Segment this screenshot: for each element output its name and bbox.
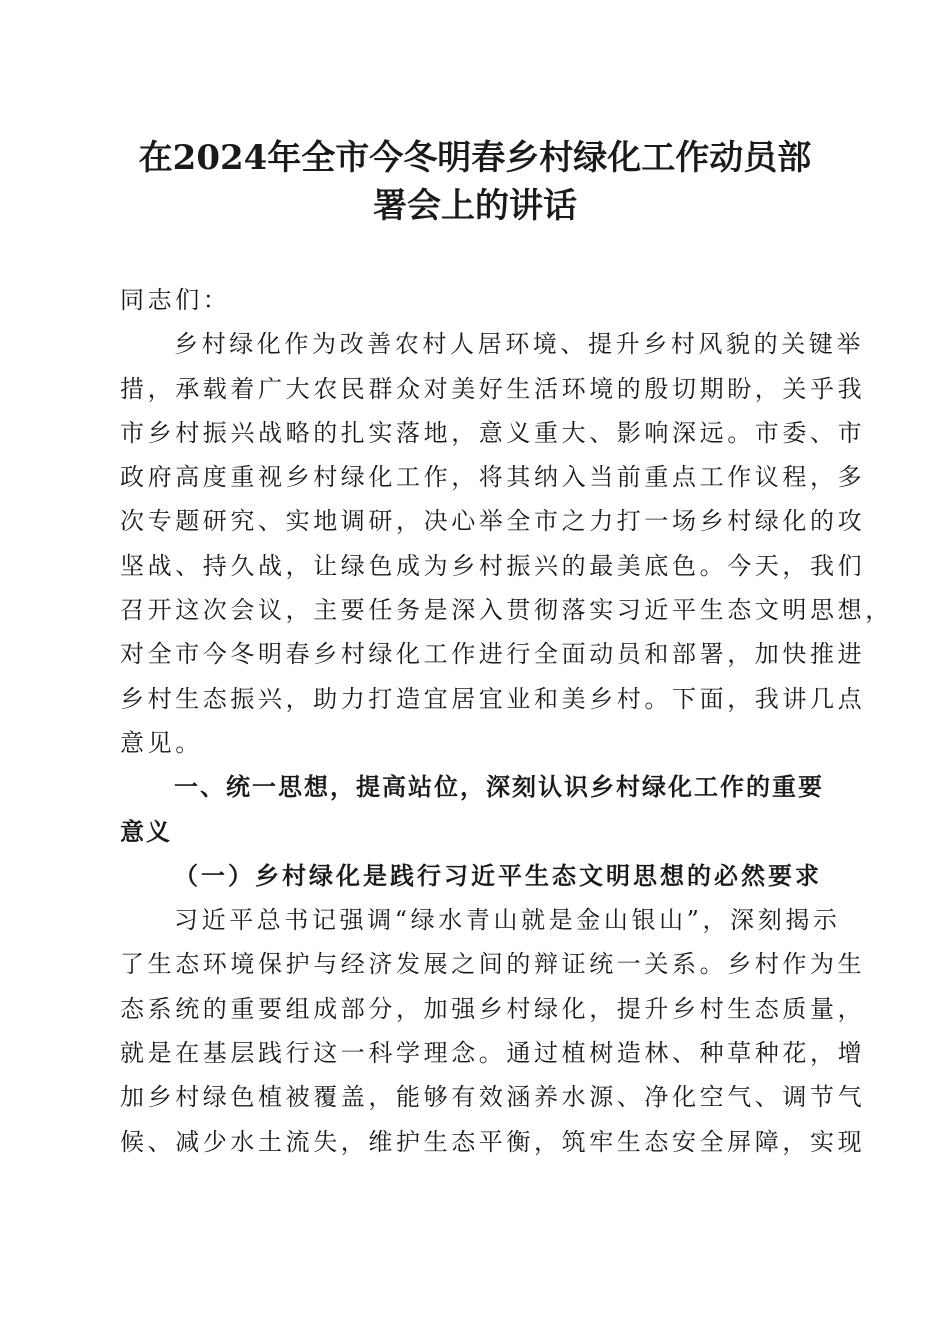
subsection-heading: （一）乡村绿化是践行习近平生态文明思想的必然要求 bbox=[174, 860, 822, 890]
intro-line: 乡村生态振兴，助力打造宜居宜业和美乡村。下面，我讲几点 bbox=[120, 684, 866, 713]
intro-line: 坚战、持久战，让绿色成为乡村振兴的最美底色。今天，我们 bbox=[120, 551, 866, 580]
intro-line: 乡村绿化作为改善农村人居环境、提升乡村风貌的关键举 bbox=[174, 330, 864, 359]
intro-line: 召开这次会议，主要任务是深入贯彻落实习近平生态文明思想， bbox=[120, 596, 893, 625]
title-line-1: 在2024年全市今冬明春乡村绿化工作动员部 bbox=[138, 138, 812, 178]
intro-line: 意见。 bbox=[120, 728, 203, 757]
intro-line: 政府高度重视乡村绿化工作，将其纳入当前重点工作议程，多 bbox=[120, 463, 866, 492]
intro-line: 市乡村振兴战略的扎实落地，意义重大、影响深远。市委、市 bbox=[120, 418, 866, 447]
title-line-2: 署会上的讲话 bbox=[373, 186, 577, 226]
salutation: 同志们： bbox=[120, 286, 231, 314]
body-line: 就是在基层践行这一科学理念。通过植树造林、种草种花，增 bbox=[120, 1039, 866, 1068]
document-body bbox=[120, 278, 893, 1164]
intro-line: 措，承载着广大农民群众对美好生活环境的殷切期盼，关乎我 bbox=[120, 374, 866, 403]
body-line: 候、减少水土流失，维护生态平衡，筑牢生态安全屏障，实现 bbox=[120, 1127, 866, 1156]
section-heading-line: 一、统一思想，提高站位，深刻认识乡村绿化工作的重要 bbox=[174, 773, 824, 802]
intro-line: 次专题研究、实地调研，决心举全市之力打一场乡村绿化的攻 bbox=[120, 507, 866, 536]
document-title bbox=[95, 134, 855, 230]
intro-line: 对全市今冬明春乡村绿化工作进行全面动员和部署，加快推进 bbox=[120, 640, 866, 669]
body-line: 加乡村绿色植被覆盖，能够有效涵养水源、净化空气、调节气 bbox=[120, 1083, 866, 1112]
body-line: 了生态环境保护与经济发展之间的辩证统一关系。乡村作为生 bbox=[120, 950, 866, 979]
section-heading-line: 意义 bbox=[120, 817, 172, 846]
body-line: 态系统的重要组成部分，加强乡村绿化，提升乡村生态质量， bbox=[120, 994, 866, 1023]
body-line: 习近平总书记强调“绿水青山就是金山银山”，深刻揭示 bbox=[174, 906, 841, 935]
